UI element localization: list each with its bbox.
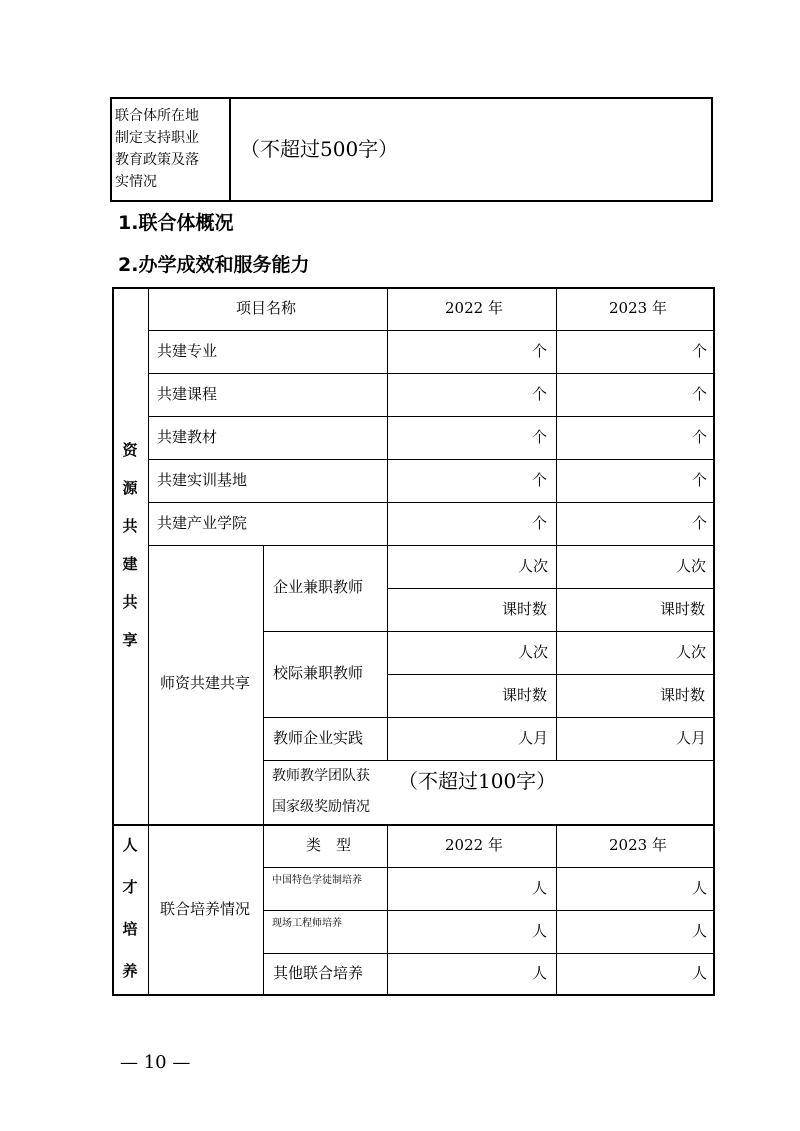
policy-label-line-2: 制定支持职业 (115, 130, 199, 146)
row-line-11 (263, 760, 715, 761)
enterprise-class-hours-2022: 课时数 (502, 600, 548, 618)
row-value-2023: 个 (692, 471, 708, 489)
enterprise-class-hours-2023: 课时数 (660, 600, 706, 618)
joint-training-label: 联合培养情况 (160, 900, 251, 918)
heading-overview: 1.联合体概况 (118, 212, 234, 234)
inter-school-person-times-2022: 人次 (518, 643, 549, 661)
row-line-5 (148, 502, 715, 503)
teacher-practice-2022: 人月 (518, 729, 549, 747)
row-label: 共建产业学院 (157, 514, 248, 532)
page-number: — 10 — (120, 1052, 191, 1073)
header-item-name: 项目名称 (236, 299, 297, 317)
enterprise-person-times-2022: 人次 (518, 557, 549, 575)
row-value-2023: 个 (692, 428, 708, 446)
section1-char-1: 资 (122, 441, 138, 459)
section1-char-2: 源 (122, 479, 138, 497)
teacher-practice-label: 教师企业实践 (273, 729, 364, 747)
section2-char-4: 养 (122, 962, 138, 980)
training-row-label: 其他联合培养 (273, 964, 364, 982)
section-talent-training-label (120, 838, 140, 1002)
row-value-2023: 个 (692, 342, 708, 360)
inter-school-teacher-label: 校际兼职教师 (273, 664, 364, 682)
training-row-2023: 人 (692, 922, 708, 940)
team-award-note: （不超过100字） (398, 769, 557, 793)
row-line-7 (387, 588, 715, 589)
row-label: 共建课程 (157, 385, 218, 403)
section2-char-3: 培 (122, 920, 138, 938)
enterprise-teacher-label: 企业兼职教师 (273, 578, 364, 596)
section2-char-1: 人 (122, 836, 138, 854)
row-value-2023: 个 (692, 385, 708, 403)
policy-label-line-4: 实情况 (115, 174, 157, 190)
row-value-2022: 个 (532, 342, 548, 360)
policy-label-line-3: 教育政策及落 (115, 152, 199, 168)
teacher-group-label: 师资共建共享 (160, 674, 251, 692)
header-2023: 2023 年 (609, 299, 667, 317)
section1-char-5: 共 (122, 593, 138, 611)
row-label: 共建教材 (157, 428, 218, 446)
type-header: 类 型 (306, 836, 352, 854)
row-line-9 (387, 674, 715, 675)
section2-char-2: 才 (122, 878, 138, 896)
row-value-2022: 个 (532, 514, 548, 532)
heading-results: 2.办学成效和服务能力 (118, 254, 310, 276)
row-value-2022: 个 (532, 428, 548, 446)
col-line-b (263, 545, 264, 996)
section-divider (112, 824, 715, 826)
training-row-2022: 人 (532, 922, 548, 940)
section1-char-3: 共 (122, 517, 138, 535)
row-value-2022: 个 (532, 471, 548, 489)
row-value-2022: 个 (532, 385, 548, 403)
row-line-12 (263, 867, 715, 868)
section-resource-sharing-label (120, 443, 140, 671)
row-line-6 (148, 545, 715, 546)
training-row-label: 现场工程师培养 (272, 918, 342, 929)
team-award-label-line-2: 国家级奖励情况 (272, 799, 370, 815)
row-value-2023: 个 (692, 514, 708, 532)
row-line-13 (263, 910, 715, 911)
row-line-2 (148, 373, 715, 374)
training-row-2022: 人 (532, 964, 548, 982)
section1-char-4: 建 (122, 555, 138, 573)
section1-char-6: 享 (122, 631, 138, 649)
inter-school-class-hours-2023: 课时数 (660, 686, 706, 704)
col-line-c (387, 287, 388, 760)
team-award-label-line-1: 教师教学团队获 (272, 768, 370, 784)
teacher-practice-2023: 人月 (676, 729, 707, 747)
row-line-10 (263, 717, 715, 718)
header-2022: 2022 年 (445, 299, 503, 317)
row-line-14 (263, 953, 715, 954)
col-line-d (556, 287, 557, 760)
training-row-2023: 人 (692, 879, 708, 897)
enterprise-person-times-2023: 人次 (676, 557, 707, 575)
row-line-3 (148, 416, 715, 417)
training-row-2023: 人 (692, 964, 708, 982)
training-row-label: 中国特色学徒制培养 (272, 875, 362, 886)
type-header-2022: 2022 年 (445, 836, 503, 854)
row-line-1 (148, 330, 715, 331)
inter-school-person-times-2023: 人次 (676, 643, 707, 661)
row-line-4 (148, 459, 715, 460)
row-line-8 (263, 631, 715, 632)
inter-school-class-hours-2022: 课时数 (502, 686, 548, 704)
type-header-2023: 2023 年 (609, 836, 667, 854)
policy-table (110, 97, 713, 202)
training-row-2022: 人 (532, 879, 548, 897)
policy-table-divider (229, 97, 231, 202)
policy-note: （不超过500字） (240, 137, 399, 161)
col-line-a (148, 287, 149, 996)
row-label: 共建专业 (157, 342, 218, 360)
policy-label-line-1: 联合体所在地 (115, 108, 199, 124)
row-label: 共建实训基地 (157, 471, 248, 489)
